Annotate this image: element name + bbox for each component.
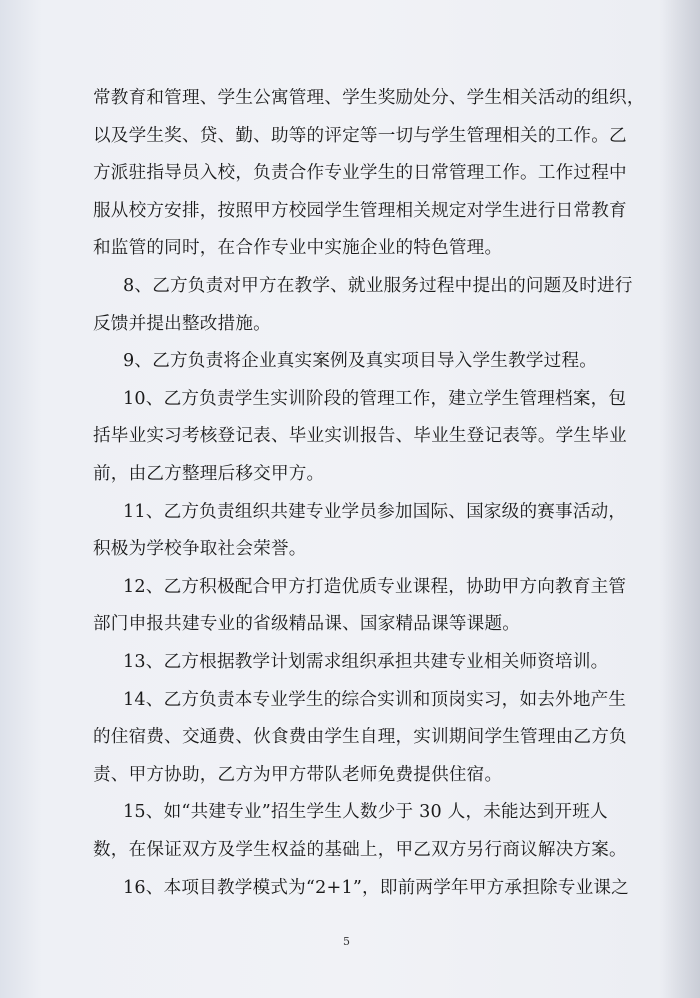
text-line: 10、乙方负责学生实训阶段的管理工作，建立学生管理档案，包 — [123, 388, 627, 409]
text-line: 16、本项目教学模式为“2+1”，即前两学年甲方承担除专业课之 — [123, 877, 629, 898]
text-line: 12、乙方积极配合甲方打造优质专业课程，协助甲方向教育主管 — [123, 576, 627, 597]
text-line: 服从校方安排，按照甲方校园学生管理相关规定对学生进行日常教育 — [93, 200, 627, 221]
page-number: 5 — [343, 935, 350, 948]
text-line: 积极为学校争取社会荣誉。 — [93, 539, 307, 560]
text-line: 9、乙方负责将企业真实案例及真实项目导入学生教学过程。 — [123, 351, 598, 372]
text-line: 的住宿费、交通费、伙食费由学生自理，实训期间学生管理由乙方负 — [93, 727, 627, 748]
text-line: 8、乙方负责对甲方在教学、就业服务过程中提出的问题及时进行 — [123, 276, 633, 296]
text-line: 反馈并提出整改措施。 — [93, 313, 271, 334]
text-line: 括毕业实习考核登记表、毕业实训报告、毕业生登记表等。学生毕业 — [93, 426, 627, 447]
text-line: 以及学生奖、贷、勤、助等的评定等一切与学生管理相关的工作。乙 — [93, 125, 627, 146]
text-line: 和监管的同时，在合作专业中实施企业的特色管理。 — [93, 238, 503, 259]
text-line: 责、甲方协助，乙方为甲方带队老师免费提供住宿。 — [93, 764, 503, 785]
text-line: 方派驻指导员入校，负责合作专业学生的日常管理工作。工作过程中 — [93, 163, 627, 184]
text-line: 数，在保证双方及学生权益的基础上，甲乙双方另行商议解决方案。 — [93, 840, 627, 860]
text-line: 15、如“共建专业”招生学生人数少于 30 人，未能达到开班人 — [123, 802, 608, 823]
text-line: 部门申报共建专业的省级精品课、国家精品课等课题。 — [93, 614, 521, 635]
text-line: 前，由乙方整理后移交甲方。 — [93, 464, 325, 484]
page-edge-shadow — [662, 0, 700, 998]
text-line: 13、乙方根据教学计划需求组织承担共建专业相关师资培训。 — [123, 652, 609, 672]
text-line: 常教育和管理、学生公寓管理、学生奖励处分、学生相关活动的组织， — [93, 88, 645, 108]
text-line: 11、乙方负责组织共建专业学员参加国际、国家级的赛事活动， — [123, 501, 627, 522]
text-line: 14、乙方负责本专业学生的综合实训和顶岗实习，如去外地产生 — [123, 689, 627, 710]
